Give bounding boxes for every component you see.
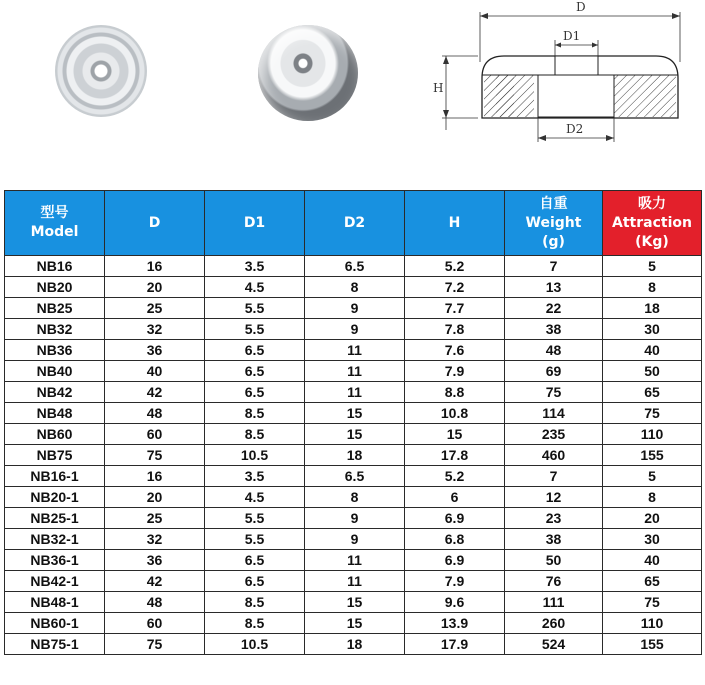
table-cell: 48 — [505, 340, 603, 361]
table-cell: 110 — [603, 613, 702, 634]
spec-table — [4, 190, 702, 655]
table-cell: 5.5 — [205, 508, 305, 529]
table-cell: NB75 — [5, 445, 105, 466]
table-cell: 75 — [603, 403, 702, 424]
table-row — [5, 592, 702, 613]
column-header-line: (Kg) — [635, 233, 669, 250]
table-cell: NB16 — [5, 256, 105, 277]
table-cell: 5 — [603, 256, 702, 277]
table-cell: 48 — [105, 592, 205, 613]
table-row — [5, 508, 702, 529]
table-cell: 15 — [405, 424, 505, 445]
table-cell: 69 — [505, 361, 603, 382]
column-header-line: 吸力 — [638, 195, 666, 212]
table-cell: 13.9 — [405, 613, 505, 634]
column-header — [105, 191, 205, 256]
table-cell: 8.8 — [405, 382, 505, 403]
table-cell: 8 — [305, 277, 405, 298]
table-row — [5, 340, 702, 361]
table-row — [5, 424, 702, 445]
table-cell: 6.9 — [405, 508, 505, 529]
table-cell: 20 — [105, 487, 205, 508]
table-cell: 42 — [105, 571, 205, 592]
label-D1: D1 — [563, 29, 581, 43]
table-row — [5, 256, 702, 277]
table-cell: 32 — [105, 529, 205, 550]
table-cell: 7.9 — [405, 571, 505, 592]
column-header-line: Weight — [525, 214, 582, 231]
table-cell: 524 — [505, 634, 603, 655]
table-cell: 5.2 — [405, 256, 505, 277]
table-row — [5, 613, 702, 634]
table-cell: 110 — [603, 424, 702, 445]
table-cell: NB25 — [5, 298, 105, 319]
table-cell: 8.5 — [205, 424, 305, 445]
table-cell: 6.5 — [205, 382, 305, 403]
table-cell: 40 — [105, 361, 205, 382]
table-cell: 6.5 — [205, 550, 305, 571]
table-cell: 32 — [105, 319, 205, 340]
table-cell: 11 — [305, 361, 405, 382]
magnet-angled-photo — [258, 25, 358, 121]
table-cell: 4.5 — [205, 487, 305, 508]
table-cell: NB40 — [5, 361, 105, 382]
table-cell: 460 — [505, 445, 603, 466]
table-row — [5, 571, 702, 592]
magnet-front-photo — [55, 25, 147, 117]
table-row — [5, 319, 702, 340]
table-cell: 7.7 — [405, 298, 505, 319]
table-cell: 7.9 — [405, 361, 505, 382]
table-cell: 12 — [505, 487, 603, 508]
table-cell: 8 — [603, 487, 702, 508]
table-cell: 50 — [603, 361, 702, 382]
label-D2: D2 — [566, 122, 584, 136]
table-cell: NB32 — [5, 319, 105, 340]
label-D: D — [576, 0, 586, 14]
table-cell: 18 — [305, 634, 405, 655]
table-cell: 6.5 — [305, 256, 405, 277]
table-cell: 75 — [105, 445, 205, 466]
table-cell: 17.8 — [405, 445, 505, 466]
table-cell: 60 — [105, 424, 205, 445]
table-cell: 5.5 — [205, 529, 305, 550]
table-cell: 5 — [603, 466, 702, 487]
table-cell: 16 — [105, 466, 205, 487]
table-cell: 8.5 — [205, 403, 305, 424]
table-cell: 36 — [105, 550, 205, 571]
table-row — [5, 529, 702, 550]
table-cell: 6.5 — [205, 571, 305, 592]
table-row — [5, 277, 702, 298]
table-cell: 10.5 — [205, 445, 305, 466]
table-cell: 15 — [305, 613, 405, 634]
table-row — [5, 382, 702, 403]
table-cell: 5.5 — [205, 319, 305, 340]
table-cell: 11 — [305, 550, 405, 571]
table-cell: 20 — [603, 508, 702, 529]
table-cell: NB16-1 — [5, 466, 105, 487]
table-cell: 20 — [105, 277, 205, 298]
table-cell: 11 — [305, 571, 405, 592]
table-cell: 111 — [505, 592, 603, 613]
table-cell: 15 — [305, 403, 405, 424]
table-cell: 30 — [603, 529, 702, 550]
column-header — [305, 191, 405, 256]
table-cell: 9 — [305, 529, 405, 550]
table-cell: 11 — [305, 382, 405, 403]
table-cell: 3.5 — [205, 466, 305, 487]
table-cell: 6 — [405, 487, 505, 508]
table-cell: NB42 — [5, 382, 105, 403]
table-cell: 8 — [305, 487, 405, 508]
table-row — [5, 445, 702, 466]
table-cell: NB42-1 — [5, 571, 105, 592]
table-cell: 75 — [105, 634, 205, 655]
table-cell: 6.5 — [305, 466, 405, 487]
table-cell: 6.5 — [205, 361, 305, 382]
column-header-line: D — [148, 214, 161, 231]
table-cell: 11 — [305, 340, 405, 361]
column-header-line: H — [448, 214, 461, 231]
table-cell: 9 — [305, 319, 405, 340]
table-cell: NB36 — [5, 340, 105, 361]
table-cell: 40 — [603, 340, 702, 361]
table-cell: 6.5 — [205, 340, 305, 361]
table-cell: 60 — [105, 613, 205, 634]
table-cell: 4.5 — [205, 277, 305, 298]
table-cell: 7.2 — [405, 277, 505, 298]
label-H: H — [433, 81, 444, 95]
table-cell: 7.6 — [405, 340, 505, 361]
column-header-line: D2 — [343, 214, 366, 231]
table-body — [5, 256, 702, 655]
column-header-line: Model — [30, 224, 79, 240]
table-cell: 6.8 — [405, 529, 505, 550]
table-cell: 155 — [603, 634, 702, 655]
table-cell: NB60 — [5, 424, 105, 445]
table-cell: 9 — [305, 298, 405, 319]
table-row — [5, 466, 702, 487]
product-images — [0, 0, 705, 185]
table-row — [5, 361, 702, 382]
table-cell: 8.5 — [205, 613, 305, 634]
table-header-row — [5, 191, 702, 256]
table-cell: 235 — [505, 424, 603, 445]
table-cell: 42 — [105, 382, 205, 403]
table-cell: 260 — [505, 613, 603, 634]
table-cell: 7.8 — [405, 319, 505, 340]
column-header — [603, 191, 702, 256]
table-cell: 22 — [505, 298, 603, 319]
table-cell: 18 — [603, 298, 702, 319]
column-header — [505, 191, 603, 256]
table-cell: NB20-1 — [5, 487, 105, 508]
table-cell: 10.5 — [205, 634, 305, 655]
table-cell: 50 — [505, 550, 603, 571]
table-cell: 36 — [105, 340, 205, 361]
table-cell: 8.5 — [205, 592, 305, 613]
table-cell: 25 — [105, 298, 205, 319]
table-row — [5, 298, 702, 319]
table-cell: 23 — [505, 508, 603, 529]
table-cell: NB48 — [5, 403, 105, 424]
table-cell: 10.8 — [405, 403, 505, 424]
table-cell: 38 — [505, 319, 603, 340]
table-cell: 76 — [505, 571, 603, 592]
table-cell: 8 — [603, 277, 702, 298]
table-cell: 48 — [105, 403, 205, 424]
table-cell: 7 — [505, 256, 603, 277]
table-cell: 30 — [603, 319, 702, 340]
table-cell: 114 — [505, 403, 603, 424]
table-row — [5, 550, 702, 571]
table-cell: 7 — [505, 466, 603, 487]
table-cell: 17.9 — [405, 634, 505, 655]
table-cell: 16 — [105, 256, 205, 277]
table-cell: 38 — [505, 529, 603, 550]
table-row — [5, 634, 702, 655]
table-row — [5, 403, 702, 424]
table-cell: 75 — [505, 382, 603, 403]
table-cell: NB20 — [5, 277, 105, 298]
column-header-line: 型号 — [40, 205, 69, 221]
table-cell: 65 — [603, 571, 702, 592]
table-cell: 25 — [105, 508, 205, 529]
table-cell: 3.5 — [205, 256, 305, 277]
column-header-line: 自重 — [539, 195, 568, 212]
table-cell: 18 — [305, 445, 405, 466]
table-cell: NB60-1 — [5, 613, 105, 634]
table-cell: 15 — [305, 592, 405, 613]
table-cell: 6.9 — [405, 550, 505, 571]
table-cell: NB75-1 — [5, 634, 105, 655]
table-cell: 9 — [305, 508, 405, 529]
dimension-diagram — [430, 0, 700, 160]
table-cell: 155 — [603, 445, 702, 466]
table-cell: 40 — [603, 550, 702, 571]
table-cell: NB32-1 — [5, 529, 105, 550]
table-cell: NB25-1 — [5, 508, 105, 529]
table-cell: 9.6 — [405, 592, 505, 613]
table-cell: 13 — [505, 277, 603, 298]
table-cell: 15 — [305, 424, 405, 445]
table-row — [5, 487, 702, 508]
column-header-line: D1 — [243, 214, 266, 231]
table-cell: NB48-1 — [5, 592, 105, 613]
table-cell: 5.2 — [405, 466, 505, 487]
column-header — [405, 191, 505, 256]
column-header-line: (g) — [542, 233, 565, 250]
table-cell: 75 — [603, 592, 702, 613]
table-cell: 5.5 — [205, 298, 305, 319]
table-cell: 65 — [603, 382, 702, 403]
column-header — [5, 191, 105, 256]
table-cell: NB36-1 — [5, 550, 105, 571]
column-header — [205, 191, 305, 256]
column-header-line: Attraction — [612, 214, 692, 231]
